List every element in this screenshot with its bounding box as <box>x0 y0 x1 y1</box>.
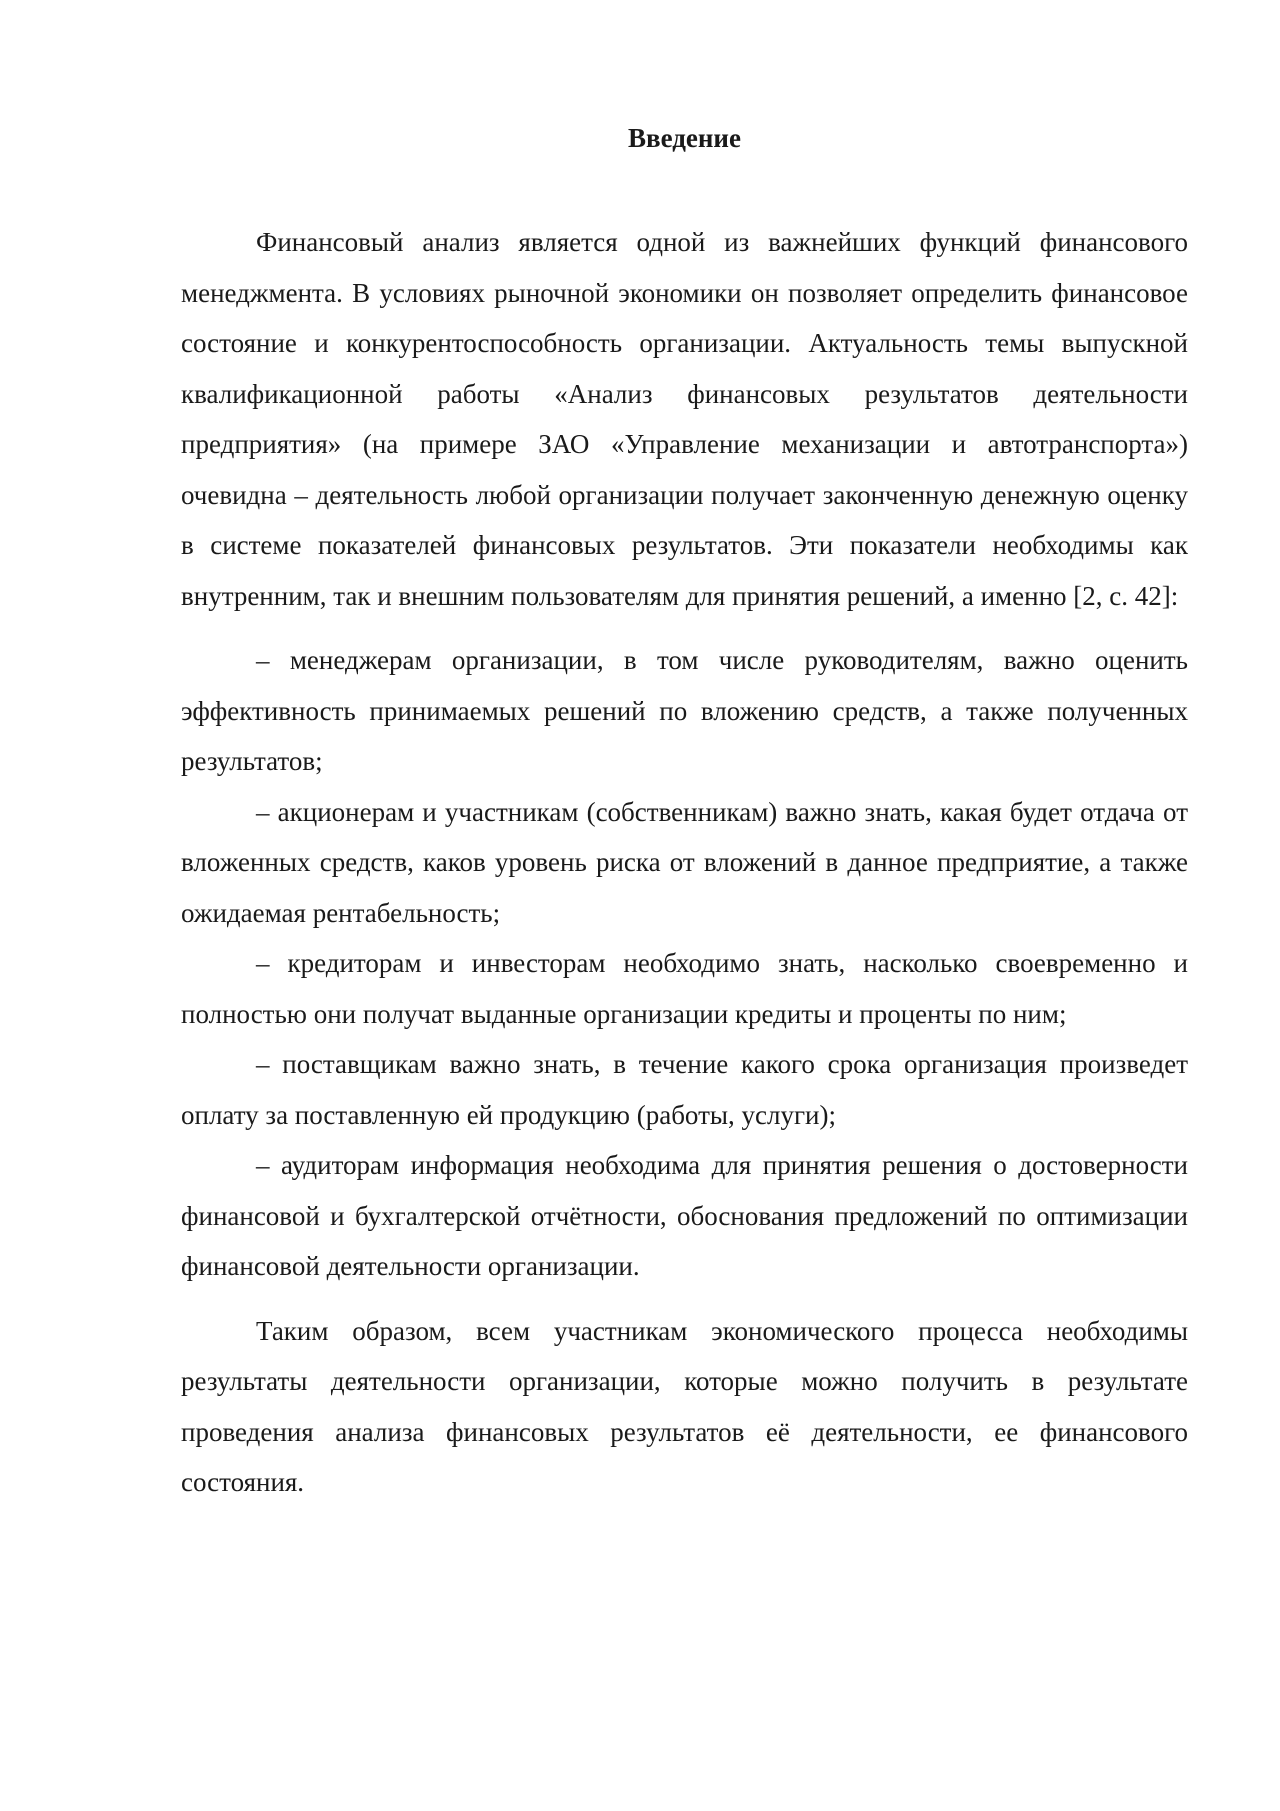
document-body <box>181 118 1188 1508</box>
intro-paragraph: Финансовый анализ является одной из важнейших функций финансового менеджмента. В условиях рыночной экономики он позволяет определить финансовое состояние и конкурентоспособность организации. Актуальность темы выпускной квалификационной работы «Анализ финансовых результатов деятельности предприятия» (на примере ЗАО «Управление механизации и автотранспорта») очевидна – деятельность любой организации получает законченную денежную оценку в системе показателей финансовых результатов. Эти показатели необходимы как внутренним, так и внешним пользователям для принятия решений, а именно [2, с. 42]: <box>181 227 1188 611</box>
list-item-shareholders: – акционерам и участникам (собственникам) важно знать, какая будет отдача от вложенных средств, каков уровень риска от вложений в данное предприятие, а также ожидаемая рентабельность; <box>181 796 1188 928</box>
list-item-auditors: – аудиторам информация необходима для принятия решения о достоверности финансовой и бухгалтерской отчётности, обоснования предложений по оптимизации финансовой деятельности организации. <box>181 1150 1188 1281</box>
conclusion-paragraph: Таким образом, всем участникам экономического процесса необходимы результаты деятельности организации, которые можно получить в результате проведения анализа финансовых результатов её деятельности, ее финансового состояния. <box>181 1315 1188 1497</box>
page-title: Введение <box>628 123 741 153</box>
list-item-managers: – менеджерам организации, в том числе руководителям, важно оценить эффективность принимаемых решений по вложению средств, а также полученных результатов; <box>181 645 1188 776</box>
list-item-suppliers: – поставщикам важно знать, в течение какого срока организация произведет оплату за поставленную ей продукцию (работы, услуги); <box>181 1049 1188 1130</box>
list-item-creditors: – кредиторам и инвесторам необходимо знать, насколько своевременно и полностью они получат выданные организации кредиты и проценты по ним; <box>181 948 1188 1029</box>
